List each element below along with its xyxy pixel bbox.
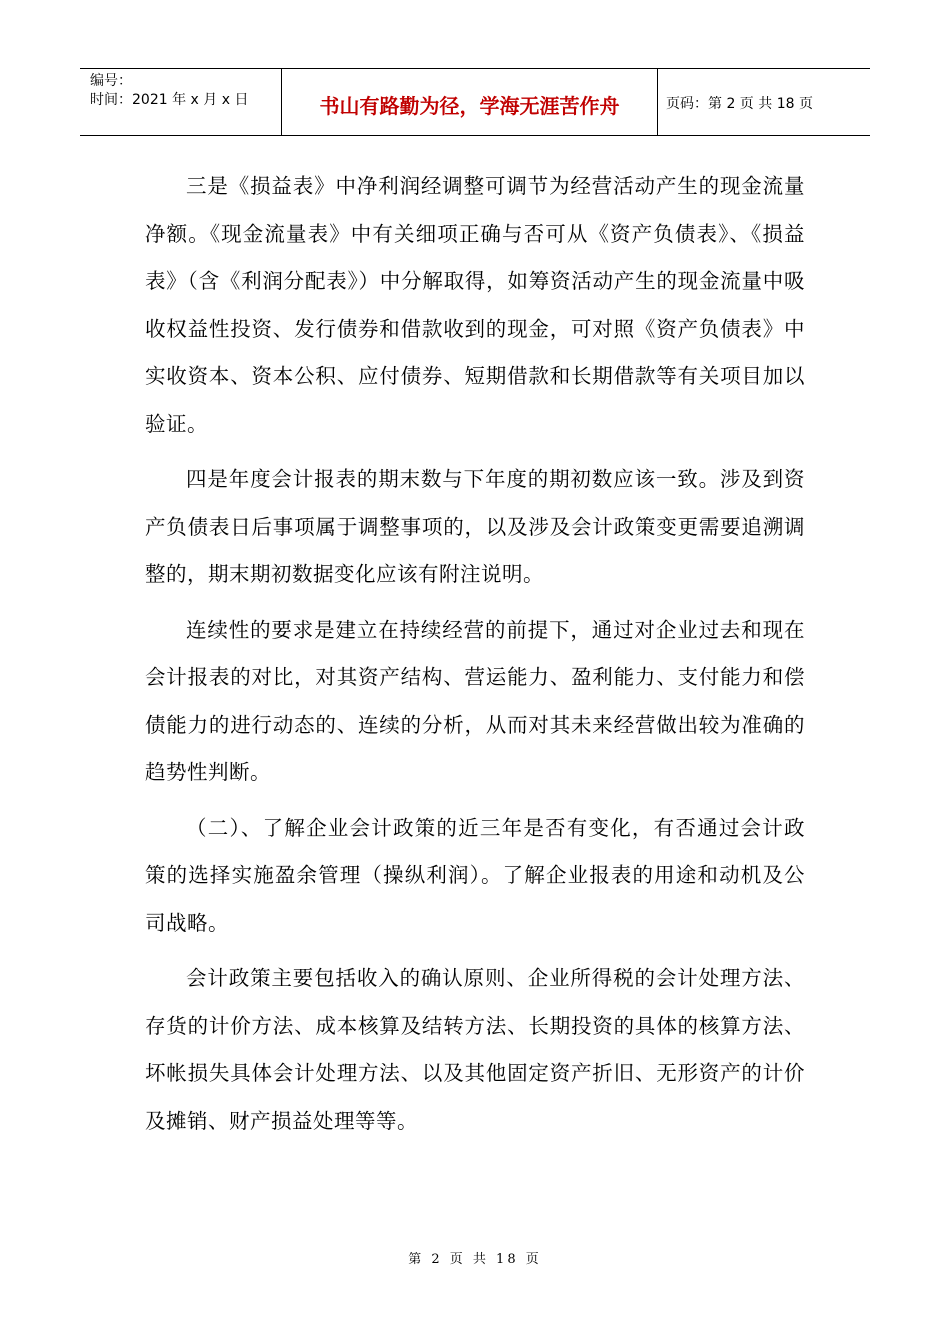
doc-number-label: 编号： [90, 73, 132, 89]
date-label: 时间：2021 年 x 月 x 日 [90, 92, 249, 108]
document-body [145, 163, 805, 1153]
paragraph: （二）、了解企业会计政策的近三年是否有变化，有否通过会计政策的选择实施盈余管理（操纵利润）。了解企业报表的用途和动机及公司战略。 [145, 815, 805, 935]
page-header [80, 68, 870, 136]
paragraph: 三是《损益表》中净利润经调整可调节为经营活动产生的现金流量净额。《现金流量表》中有关细项正确与否可从《资产负债表》、《损益表》（含《利润分配表》）中分解取得，如筹资活动产生的现金流量中吸收权益性投资、发行债券和借款收到的现金，可对照《资产负债表》中实收资本、资本公积、应付债券、短期借款和长期借款等有关项目加以验证。 [145, 174, 805, 436]
header-meta [80, 69, 282, 135]
paragraph: 连续性的要求是建立在持续经营的前提下，通过对企业过去和现在会计报表的对比，对其资产结构、营运能力、盈利能力、支付能力和偿债能力的进行动态的、连续的分析，从而对其未来经营做出较为准确的趋势性判断。 [145, 617, 805, 784]
paragraph: 会计政策主要包括收入的确认原则、企业所得税的会计处理方法、存货的计价方法、成本核算及结转方法、长期投资的具体的核算方法、坏帐损失具体会计处理方法、以及其他固定资产折旧、无形资产的计价及摊销、财产损益处理等等。 [145, 966, 805, 1133]
header-motto: 书山有路勤为径，学海无涯苦作舟 [282, 69, 658, 135]
page-footer: 第 2 页 共 18 页 [408, 1252, 542, 1267]
header-page-info: 页码：第 2 页 共 18 页 [666, 96, 813, 112]
paragraph: 四是年度会计报表的期末数与下年度的期初数应该一致。涉及到资产负债表日后事项属于调整事项的，以及涉及会计政策变更需要追溯调整的，期末期初数据变化应该有附注说明。 [145, 467, 805, 586]
